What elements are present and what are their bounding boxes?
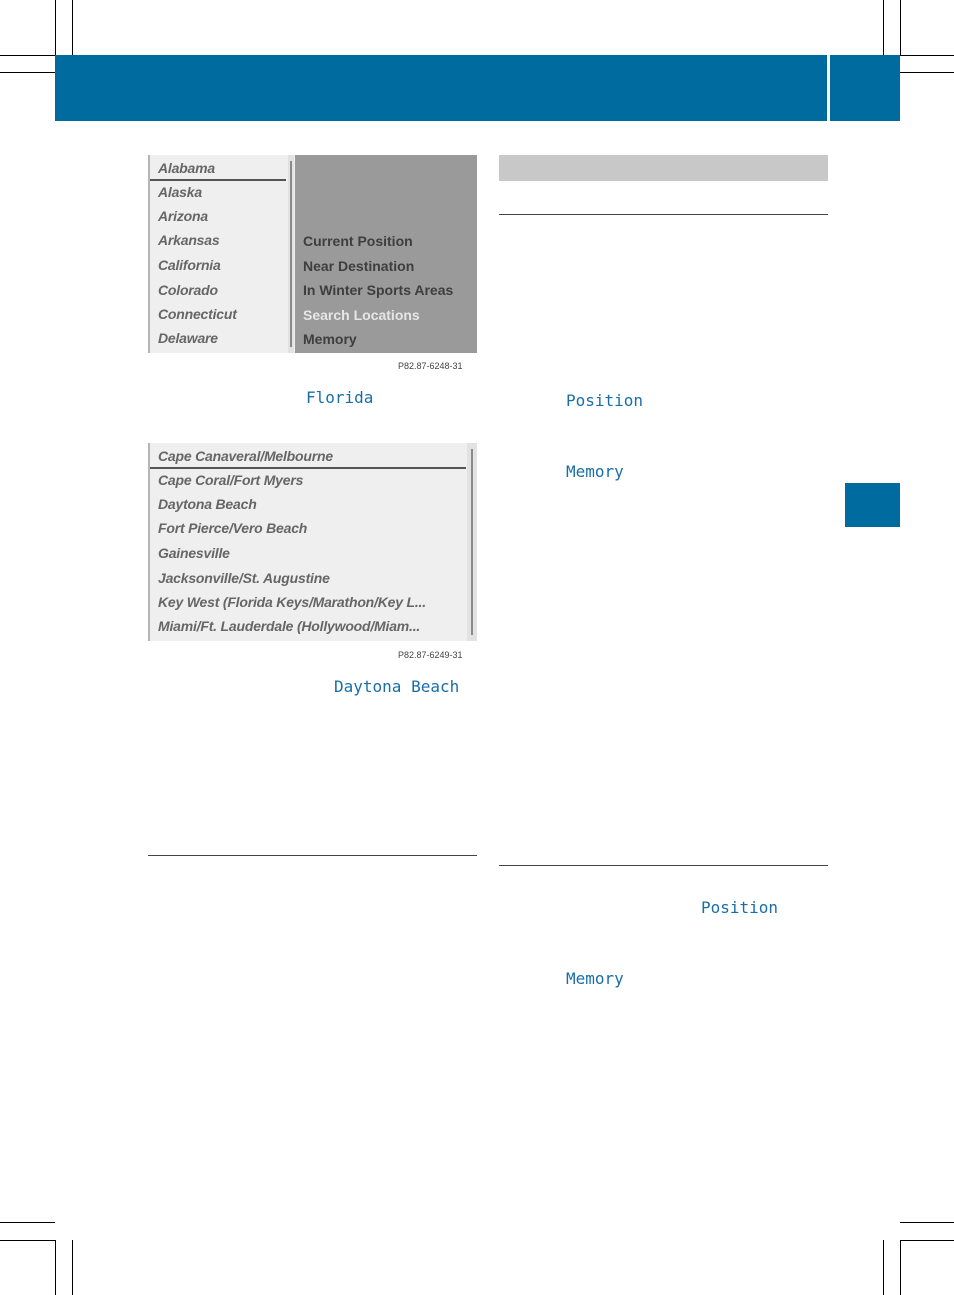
header-divider [827, 55, 830, 121]
list-item[interactable]: Gainesville [158, 545, 230, 561]
list-item[interactable]: Daytona Beach [158, 496, 257, 512]
figure-caption: P82.87-6249-31 [398, 650, 463, 660]
scrollbar-track [290, 161, 292, 347]
list-item[interactable]: Colorado [158, 282, 218, 298]
text-position: Position [701, 898, 779, 917]
list-selection-line [150, 179, 286, 181]
crop-mark [883, 0, 884, 55]
crop-mark [900, 0, 901, 55]
menu-item-search-locations[interactable]: Search Locations [303, 307, 420, 323]
scrollbar[interactable] [288, 155, 294, 353]
crop-mark [55, 1240, 56, 1295]
section-heading-bar [499, 155, 828, 181]
list-item[interactable]: Fort Pierce/Vero Beach [158, 520, 308, 536]
list-item[interactable]: Arizona [158, 208, 208, 224]
section-rule [499, 214, 828, 215]
text-position: Position [566, 391, 644, 410]
crop-mark [900, 1222, 954, 1223]
list-item[interactable]: California [158, 257, 221, 273]
screen-state-list [148, 155, 477, 353]
list-selection-line [150, 467, 466, 469]
list-item[interactable]: Jacksonville/St. Augustine [158, 570, 330, 586]
crop-mark [0, 1240, 55, 1241]
screen-city-list [148, 443, 477, 641]
crop-mark [883, 1240, 884, 1295]
menu-item-current-position[interactable]: Current Position [303, 233, 413, 249]
text-daytona-beach: Daytona Beach [334, 677, 460, 696]
crop-mark [0, 72, 55, 73]
crop-mark [900, 1240, 954, 1241]
list-item[interactable]: Alabama [158, 160, 215, 176]
text-florida: Florida [306, 388, 374, 407]
scrollbar[interactable] [467, 443, 477, 641]
crop-mark [900, 55, 954, 56]
menu-item-near-destination[interactable]: Near Destination [303, 258, 415, 274]
list-left-edge [148, 443, 150, 641]
text-memory: Memory [566, 462, 624, 481]
list-item[interactable]: Delaware [158, 330, 218, 346]
figure-caption: P82.87-6248-31 [398, 361, 463, 371]
list-left-edge [148, 155, 150, 353]
list-item[interactable]: Cape Canaveral/Melbourne [158, 448, 333, 464]
crop-mark [72, 0, 73, 55]
crop-mark [0, 55, 55, 56]
crop-mark [900, 1240, 901, 1295]
list-item[interactable]: Alaska [158, 184, 202, 200]
text-memory: Memory [566, 969, 624, 988]
section-rule [148, 855, 477, 856]
page-header-band [55, 55, 900, 121]
scrollbar-track [471, 449, 473, 635]
menu-item-winter-sports[interactable]: In Winter Sports Areas [303, 282, 454, 298]
menu-item-memory[interactable]: Memory [303, 331, 357, 347]
section-rule [499, 865, 828, 866]
menu-items [295, 155, 477, 353]
crop-mark [0, 1222, 55, 1223]
list-item[interactable]: Miami/Ft. Lauderdale (Hollywood/Miam... [158, 618, 421, 634]
crop-mark [55, 0, 56, 55]
list-item[interactable]: Arkansas [158, 232, 220, 248]
crop-mark [72, 1240, 73, 1295]
list-item[interactable]: Cape Coral/Fort Myers [158, 472, 304, 488]
crop-mark [900, 72, 954, 73]
list-item[interactable]: Connecticut [158, 306, 237, 322]
chapter-side-tab [845, 483, 900, 527]
list-item[interactable]: Key West (Florida Keys/Marathon/Key L... [158, 594, 426, 610]
